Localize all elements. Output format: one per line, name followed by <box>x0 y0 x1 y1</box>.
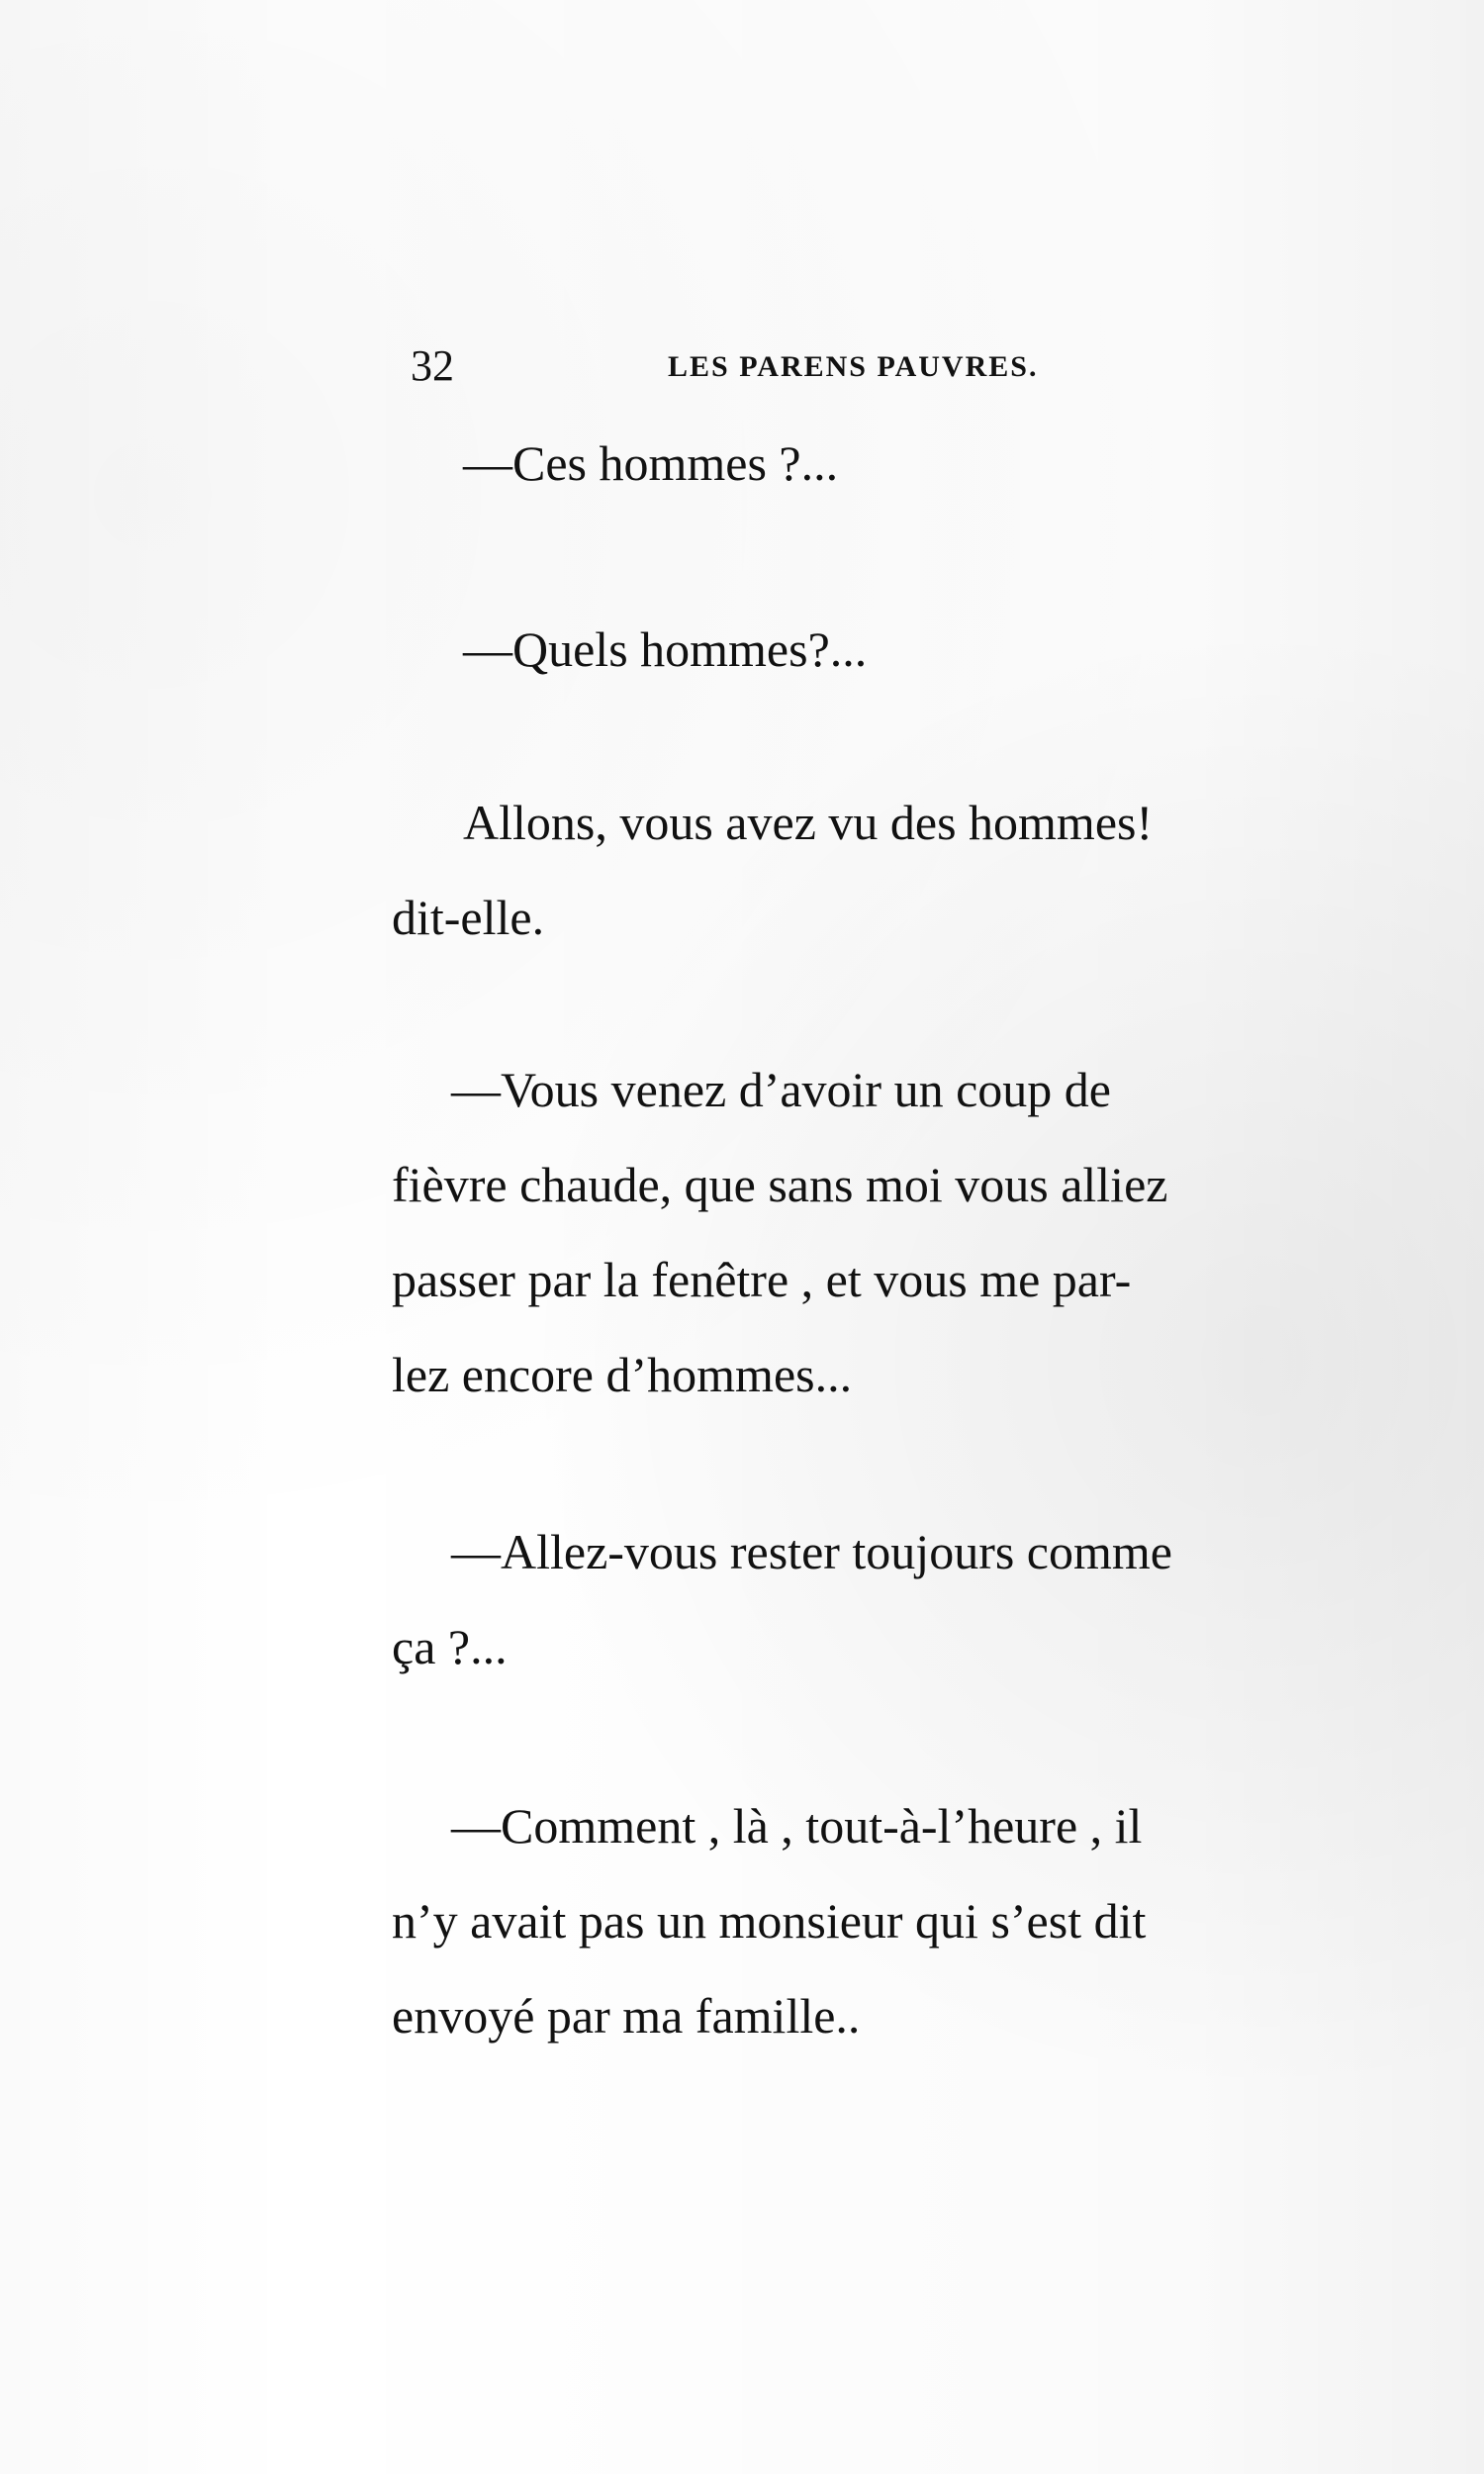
paragraph-6-line-3: envoyé par ma famille.. <box>392 1988 861 2044</box>
paragraph-5-line-1: —Allez-vous rester toujours comme <box>451 1524 1172 1579</box>
paragraph-2-line-1: —Quels hommes?... <box>463 621 868 677</box>
paragraph-5 <box>392 1504 1366 1694</box>
page-number: 32 <box>411 341 454 390</box>
paragraph-3-line-1: Allons, vous avez vu des hommes! <box>463 795 1154 850</box>
paragraph-4-line-4: lez encore d’hommes... <box>392 1347 853 1402</box>
paragraph-3-line-2: dit-elle. <box>392 890 545 945</box>
page-header <box>411 336 1148 396</box>
paragraph-6-line-2: n’y avait pas un monsieur qui s’est dit <box>392 1893 1147 1949</box>
paragraph-4-line-2: fièvre chaude, que sans moi vous alliez <box>392 1157 1168 1212</box>
paragraph-6-line-1: —Comment , là , tout-à-l’heure , il <box>451 1798 1143 1854</box>
paragraph-5-line-2: ça ?... <box>392 1619 508 1674</box>
paragraph-2 <box>392 602 1366 697</box>
paragraph-4-line-1: —Vous venez d’avoir un coup de <box>451 1062 1111 1117</box>
paragraph-1-line-1: —Ces hommes ?... <box>463 435 839 491</box>
paragraph-4 <box>392 1042 1366 1422</box>
paragraph-3 <box>392 775 1366 965</box>
paragraph-6 <box>392 1778 1366 2063</box>
paragraph-1 <box>392 416 1366 511</box>
running-title: LES PARENS PAUVRES. <box>668 350 1039 383</box>
paragraph-4-line-3: passer par la fenêtre , et vous me par- <box>392 1252 1132 1307</box>
